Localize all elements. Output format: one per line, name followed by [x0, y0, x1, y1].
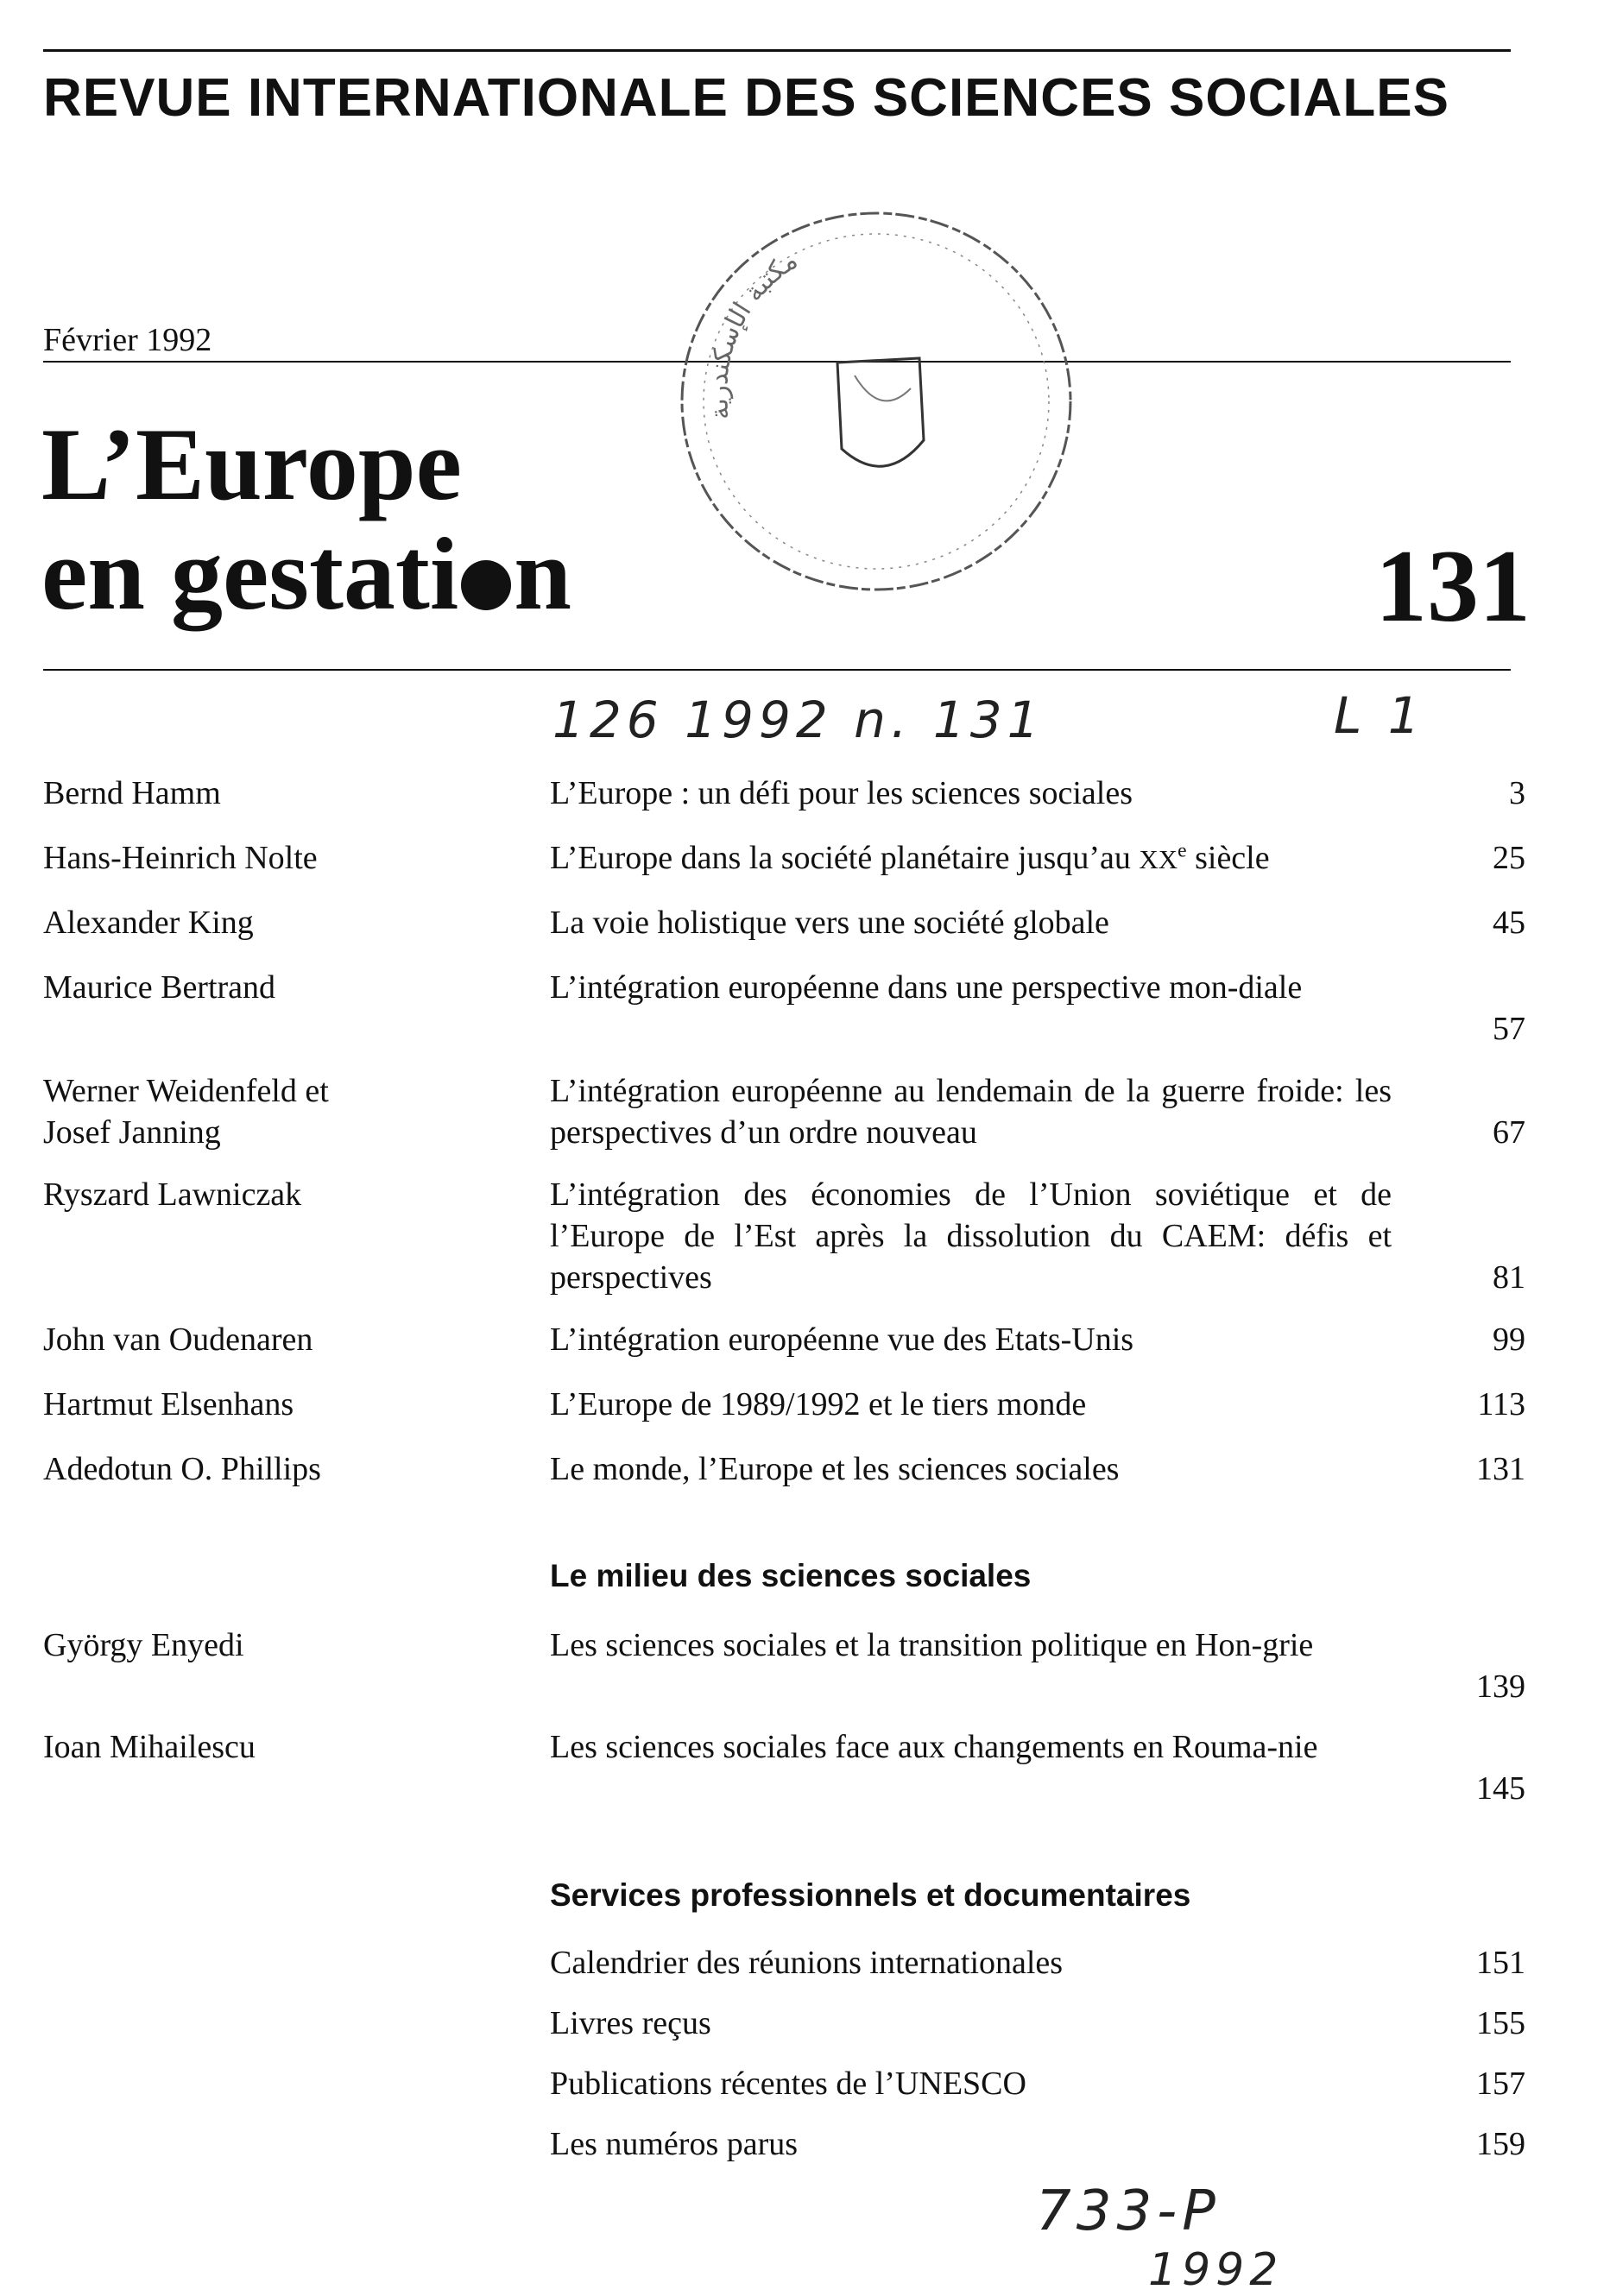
svg-text:مكتبة الإسكندرية	[704, 245, 803, 422]
page-number-5: 81	[1493, 1259, 1525, 1296]
title-rule	[43, 669, 1511, 671]
article-title-1	[550, 837, 1392, 880]
article-title-0: L’Europe : un défi pour les sciences sociales	[550, 775, 1133, 811]
article-title-1-sup: e	[1178, 839, 1187, 862]
services-page-2: 157	[1476, 2066, 1525, 2102]
article-title-1-post: siècle	[1186, 840, 1270, 876]
milieu-title-1: Les sciences sociales face aux changements en Rouma-nie	[550, 1729, 1318, 1765]
handwritten-shelf-mark: 126 1992 n. 131	[552, 691, 1045, 749]
services-title-0: Calendrier des réunions internationales	[550, 1945, 1064, 1981]
article-title-5: L’intégration des économies de l’Union soviétique et de l’Europe de l’Est après la dissolution du CAEM: défis et perspectives	[550, 1176, 1392, 1296]
issue-date: Février 1992	[43, 322, 212, 358]
services-page-0: 151	[1476, 1945, 1525, 1981]
page-number-8: 131	[1476, 1451, 1525, 1487]
author-7: Hartmut Elsenhans	[43, 1386, 294, 1422]
services-title-3: Les numéros parus	[550, 2126, 799, 2162]
author-5: Ryszard Lawniczak	[43, 1176, 302, 1213]
page-number-3: 57	[1493, 1011, 1525, 1047]
page-number-7: 113	[1477, 1386, 1525, 1422]
author-0: Bernd Hamm	[43, 775, 221, 811]
services-page-3: 159	[1476, 2126, 1525, 2162]
services-title-1: Livres reçus	[550, 2005, 711, 2041]
library-stamp-seal	[669, 203, 1083, 600]
article-title-4: L’intégration européenne au lendemain de la guerre froide: les perspectives d’un ordre nouveau	[550, 1073, 1392, 1151]
author-2: Alexander King	[43, 905, 254, 941]
author-3: Maurice Bertrand	[43, 969, 276, 1006]
author-4-line1: Werner Weidenfeld et	[43, 1073, 329, 1109]
services-page-1: 155	[1476, 2005, 1525, 2041]
bullet-o-icon	[461, 560, 511, 610]
article-title-2: La voie holistique vers une société globale	[550, 905, 1109, 941]
article-title-7: L’Europe de 1989/1992 et le tiers monde	[550, 1386, 1087, 1422]
author-6: John van Oudenaren	[43, 1321, 313, 1358]
handwritten-bottom-note-2: 1992	[1148, 2244, 1284, 2296]
article-title-1-roman: XX	[1139, 844, 1178, 874]
handwritten-bottom-note: 733-P	[1036, 2179, 1221, 2243]
issue-title-line2-b: n	[514, 516, 571, 631]
journal-title: REVUE INTERNATIONALE DES SCIENCES SOCIALES	[43, 68, 1449, 128]
article-title-3: L’intégration européenne dans une perspective mon-diale	[550, 969, 1303, 1006]
issue-title-line2	[41, 516, 571, 631]
milieu-page-0: 139	[1476, 1668, 1525, 1705]
article-title-1-pre: L’Europe dans la société planétaire jusqu’au	[550, 840, 1140, 876]
milieu-page-1: 145	[1476, 1770, 1525, 1807]
author-8: Adedotun O. Phillips	[43, 1451, 321, 1487]
milieu-author-1: Ioan Mihailescu	[43, 1729, 256, 1765]
section-heading-milieu: Le milieu des sciences sociales	[550, 1558, 1032, 1593]
stamp-seal-text: مكتبة الإسكندرية	[704, 244, 804, 422]
article-title-6: L’intégration européenne vue des Etats-Unis	[550, 1321, 1134, 1358]
author-1: Hans-Heinrich Nolte	[43, 840, 318, 876]
page-number-0: 3	[1509, 775, 1525, 811]
handwritten-location: L 1	[1334, 686, 1425, 745]
top-rule	[43, 49, 1511, 52]
milieu-title-0: Les sciences sociales et la transition politique en Hon-grie	[550, 1627, 1314, 1663]
page-number-6: 99	[1493, 1321, 1525, 1358]
author-4-line2: Josef Janning	[43, 1114, 221, 1151]
issue-number: 131	[1375, 528, 1531, 643]
page-number-1: 25	[1493, 840, 1525, 876]
issue-title-line1: L’Europe	[41, 407, 462, 521]
section-heading-services: Services professionnels et documentaires	[550, 1877, 1191, 1913]
issue-title-line2-a: en gestati	[41, 516, 459, 631]
article-title-8: Le monde, l’Europe et les sciences sociales	[550, 1451, 1120, 1487]
page-number-2: 45	[1493, 905, 1525, 941]
services-title-2: Publications récentes de l’UNESCO	[550, 2066, 1026, 2102]
page-number-4: 67	[1493, 1114, 1525, 1151]
milieu-author-0: György Enyedi	[43, 1627, 244, 1663]
